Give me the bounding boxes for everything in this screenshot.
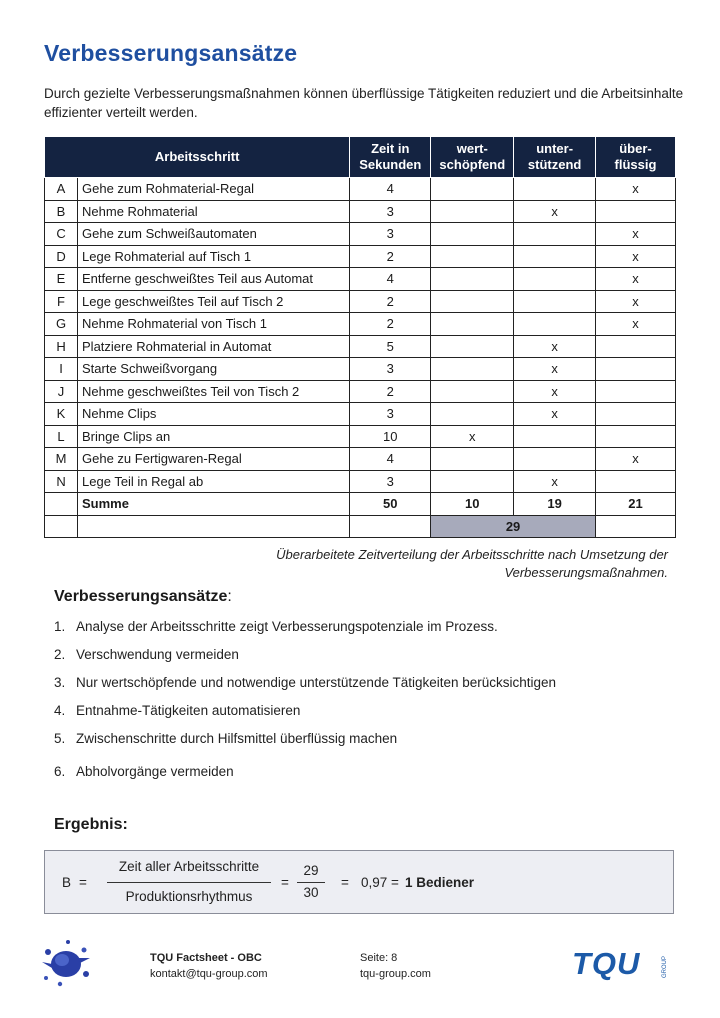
supporting-mark — [514, 425, 596, 448]
step-name: Bringe Clips an — [78, 425, 350, 448]
value-adding-mark — [431, 178, 514, 201]
waste-mark: x — [595, 448, 675, 471]
list-item: 3. Nur wertschöpfende und notwendige unterstützende Tätigkeiten berücksichtigen — [54, 675, 557, 690]
result-heading: Ergebnis: — [54, 816, 128, 833]
waste-mark — [595, 470, 675, 493]
formula-denominator-value: 30 — [303, 885, 319, 900]
improvements-list — [54, 616, 556, 789]
step-name: Nehme Clips — [78, 403, 350, 426]
value-adding-mark — [431, 335, 514, 358]
table-row — [45, 290, 676, 313]
formula-numerator-text: Zeit aller Arbeitsschritte — [118, 859, 260, 874]
step-time: 3 — [350, 403, 431, 426]
sum-supporting: 19 — [514, 493, 596, 516]
step-id: G — [45, 313, 78, 336]
step-time: 2 — [350, 380, 431, 403]
tqu-logo — [572, 946, 676, 982]
step-name: Gehe zum Rohmaterial-Regal — [78, 178, 350, 201]
waste-mark — [595, 335, 675, 358]
table-row — [45, 223, 676, 246]
step-time: 10 — [350, 425, 431, 448]
value-adding-mark — [431, 223, 514, 246]
header-value-adding: wert- schöpfend — [431, 137, 514, 178]
step-id: L — [45, 425, 78, 448]
step-id: A — [45, 178, 78, 201]
waste-mark — [595, 425, 675, 448]
step-time: 3 — [350, 470, 431, 493]
waste-mark: x — [595, 245, 675, 268]
step-time: 5 — [350, 335, 431, 358]
step-time: 3 — [350, 200, 431, 223]
waste-mark — [595, 380, 675, 403]
step-name: Nehme geschweißtes Teil von Tisch 2 — [78, 380, 350, 403]
supporting-mark — [514, 223, 596, 246]
fraction-line-values — [297, 882, 325, 883]
step-id: K — [45, 403, 78, 426]
waste-mark: x — [595, 290, 675, 313]
supporting-mark — [514, 268, 596, 291]
table-caption: Überarbeitete Zeitverteilung der Arbeitsschritte nach Umsetzung der Verbesserungsmaßnahmen. — [276, 547, 668, 580]
value-adding-mark — [431, 200, 514, 223]
value-adding-mark — [431, 380, 514, 403]
formula-equals-1: = — [79, 875, 87, 890]
header-step: Arbeitsschritt — [45, 137, 350, 178]
step-time: 4 — [350, 448, 431, 471]
result-formula — [44, 850, 674, 914]
step-id: N — [45, 470, 78, 493]
table-row — [45, 335, 676, 358]
footer-website[interactable]: tqu-group.com — [360, 968, 431, 980]
step-time: 3 — [350, 358, 431, 381]
tqu-logo-text: TQU — [572, 946, 641, 981]
table-row — [45, 425, 676, 448]
supporting-mark — [514, 178, 596, 201]
waste-mark: x — [595, 268, 675, 291]
supporting-mark — [514, 245, 596, 268]
step-time: 2 — [350, 245, 431, 268]
step-id: D — [45, 245, 78, 268]
table-row — [45, 380, 676, 403]
waste-mark: x — [595, 313, 675, 336]
page-title: Verbesserungsansätze — [44, 40, 298, 66]
value-adding-mark — [431, 245, 514, 268]
step-id: E — [45, 268, 78, 291]
footer-email[interactable]: kontakt@tqu-group.com — [150, 968, 268, 980]
step-id: J — [45, 380, 78, 403]
footer-page-number: Seite: 8 — [360, 952, 398, 964]
waste-mark: x — [595, 223, 675, 246]
list-item: 5. Zwischenschritte durch Hilfsmittel überflüssig machen — [54, 731, 398, 746]
step-id: H — [45, 335, 78, 358]
step-name: Gehe zu Fertigwaren-Regal — [78, 448, 350, 471]
value-adding-mark: x — [431, 425, 514, 448]
table-header-row — [45, 137, 676, 178]
table-row — [45, 403, 676, 426]
table-row — [45, 358, 676, 381]
supporting-mark: x — [514, 200, 596, 223]
value-adding-mark — [431, 448, 514, 471]
step-time: 3 — [350, 223, 431, 246]
formula-variable: B — [62, 875, 72, 890]
table-row — [45, 200, 676, 223]
supporting-mark — [514, 313, 596, 336]
paint-splash-icon — [38, 938, 94, 988]
waste-mark — [595, 200, 675, 223]
tqu-logo-sub: GROUP — [662, 955, 668, 978]
value-adding-mark — [431, 313, 514, 336]
step-time: 2 — [350, 290, 431, 313]
sum-waste: 21 — [595, 493, 675, 516]
step-id: M — [45, 448, 78, 471]
value-adding-mark — [431, 358, 514, 381]
intro-text: Durch gezielte Verbesserungsmaßnahmen können überflüssige Tätigkeiten reduziert und die Arbeitsinhalte effizienter verteilt werden. — [44, 86, 684, 120]
combined-total: 29 — [431, 515, 596, 538]
formula-outcome: 1 Bediener — [405, 875, 475, 890]
list-item: 2. Verschwendung vermeiden — [54, 647, 239, 662]
supporting-mark: x — [514, 335, 596, 358]
sum-time: 50 — [350, 493, 431, 516]
supporting-mark: x — [514, 380, 596, 403]
step-name: Lege Rohmaterial auf Tisch 1 — [78, 245, 350, 268]
value-adding-mark — [431, 403, 514, 426]
waste-mark: x — [595, 178, 675, 201]
table-row — [45, 245, 676, 268]
table-row — [45, 268, 676, 291]
supporting-mark: x — [514, 358, 596, 381]
formula-ratio: 0,97 = — [361, 875, 399, 890]
value-adding-mark — [431, 268, 514, 291]
step-name: Gehe zum Schweißautomaten — [78, 223, 350, 246]
table-row — [45, 470, 676, 493]
step-name: Platziere Rohmaterial in Automat — [78, 335, 350, 358]
step-id: B — [45, 200, 78, 223]
list-item: 4. Entnahme-Tätigkeiten automatisieren — [54, 703, 301, 718]
fraction-line — [107, 882, 271, 883]
sum-label: Summe — [78, 493, 350, 516]
supporting-mark — [514, 290, 596, 313]
table-row — [45, 313, 676, 336]
step-name: Starte Schweißvorgang — [78, 358, 350, 381]
step-name: Entferne geschweißtes Teil aus Automat — [78, 268, 350, 291]
header-supporting: unter- stützend — [514, 137, 596, 178]
waste-mark — [595, 358, 675, 381]
value-adding-mark — [431, 290, 514, 313]
header-time: Zeit in Sekunden — [350, 137, 431, 178]
step-name: Nehme Rohmaterial — [78, 200, 350, 223]
footer-doc-name: TQU Factsheet - OBC — [150, 952, 262, 964]
formula-equals-3: = — [341, 875, 349, 890]
value-adding-mark — [431, 470, 514, 493]
sum-row — [45, 493, 676, 516]
table-row — [45, 178, 676, 201]
step-time: 4 — [350, 178, 431, 201]
work-steps-table — [44, 136, 676, 538]
step-name: Lege geschweißtes Teil auf Tisch 2 — [78, 290, 350, 313]
sum-value-adding: 10 — [431, 493, 514, 516]
waste-mark — [595, 403, 675, 426]
list-item: 6. Abholvorgänge vermeiden — [54, 764, 234, 779]
supporting-mark: x — [514, 403, 596, 426]
step-id: F — [45, 290, 78, 313]
list-item: 1. Analyse der Arbeitsschritte zeigt Verbesserungspotenziale im Prozess. — [54, 619, 498, 634]
formula-denominator-text: Produktionsrhythmus — [125, 889, 253, 904]
step-name: Lege Teil in Regal ab — [78, 470, 350, 493]
step-name: Nehme Rohmaterial von Tisch 1 — [78, 313, 350, 336]
combined-total-row — [45, 515, 676, 538]
formula-numerator-value: 29 — [303, 863, 319, 878]
step-time: 4 — [350, 268, 431, 291]
sum-empty-cell — [45, 493, 78, 516]
supporting-mark: x — [514, 470, 596, 493]
supporting-mark — [514, 448, 596, 471]
step-id: C — [45, 223, 78, 246]
header-waste: über- flüssig — [595, 137, 675, 178]
improvements-heading: Verbesserungsansätze: — [54, 588, 232, 605]
step-id: I — [45, 358, 78, 381]
formula-equals-2: = — [281, 875, 289, 890]
table-row — [45, 448, 676, 471]
step-time: 2 — [350, 313, 431, 336]
